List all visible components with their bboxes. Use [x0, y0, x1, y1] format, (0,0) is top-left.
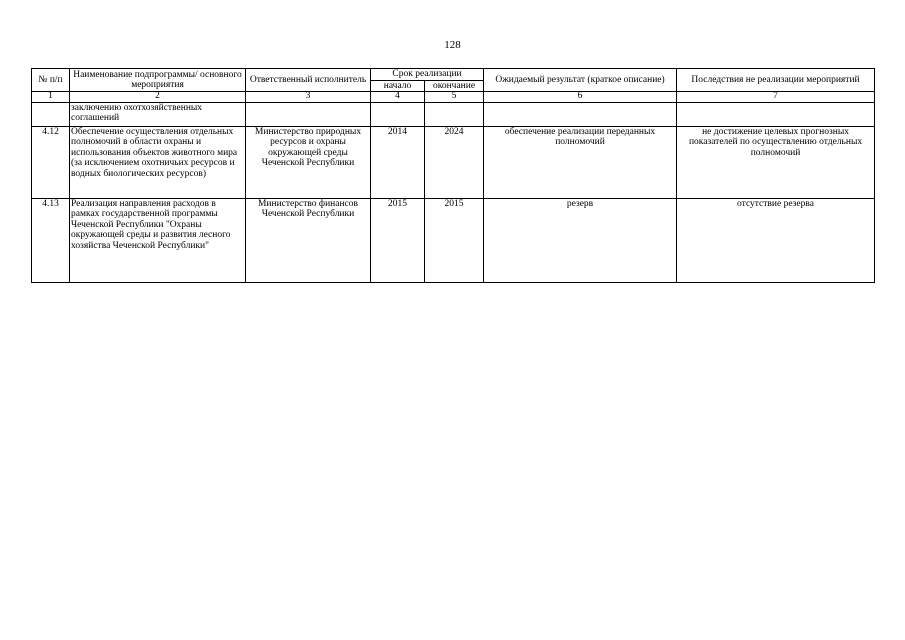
row-responsible [246, 102, 371, 126]
row-responsible: Министерство финансов Чеченской Республики [246, 198, 371, 282]
header-end: окончание [425, 80, 484, 92]
row-start: 2015 [371, 198, 425, 282]
table-row [32, 126, 875, 198]
row-consequences: отсутствие резерва [677, 198, 875, 282]
header-start: начало [371, 80, 425, 92]
table-row [32, 102, 875, 126]
column-number-row [32, 92, 875, 103]
row-name: заключению охотхозяйственных соглашений [70, 102, 246, 126]
row-end: 2015 [425, 198, 484, 282]
row-start: 2014 [371, 126, 425, 198]
column-number: 2 [70, 92, 246, 103]
row-name: Реализация направления расходов в рамках государственной программы Чеченской Республики "Охраны окружающей среды и развития лесного хозяйства Чеченской Республики" [70, 198, 246, 282]
column-number: 4 [371, 92, 425, 103]
column-number: 1 [32, 92, 70, 103]
header-result: Ожидаемый результат (краткое описание) [484, 69, 677, 92]
header-period: Срок реализации [371, 69, 484, 81]
page-number: 128 [444, 39, 461, 51]
row-name: Обеспечение осуществления отдельных полномочий в области охраны и использования объектов животного мира (за исключением охотничьих ресурсов и водных биологических ресурсов) [70, 126, 246, 198]
column-number: 3 [246, 92, 371, 103]
header-row-1 [32, 69, 875, 81]
row-no [32, 102, 70, 126]
column-number: 5 [425, 92, 484, 103]
header-name: Наименование подпрограммы/ основного мероприятия [70, 69, 246, 92]
row-result [484, 102, 677, 126]
table-row [32, 198, 875, 282]
row-no: 4.12 [32, 126, 70, 198]
measures-table [31, 68, 875, 283]
header-consequences: Последствия не реализации мероприятий [677, 69, 875, 92]
row-no: 4.13 [32, 198, 70, 282]
row-consequences: не достижение целевых прогнозных показателей по осуществлению отдельных полномочий [677, 126, 875, 198]
header-no: № п/п [32, 69, 70, 92]
row-start [371, 102, 425, 126]
row-end [425, 102, 484, 126]
row-consequences [677, 102, 875, 126]
column-number: 7 [677, 92, 875, 103]
row-result: обеспечение реализации переданных полномочий [484, 126, 677, 198]
column-number: 6 [484, 92, 677, 103]
row-responsible: Министерство природных ресурсов и охраны окружающей среды Чеченской Республики [246, 126, 371, 198]
row-end: 2024 [425, 126, 484, 198]
row-result: резерв [484, 198, 677, 282]
header-responsible: Ответственный исполнитель [246, 69, 371, 92]
